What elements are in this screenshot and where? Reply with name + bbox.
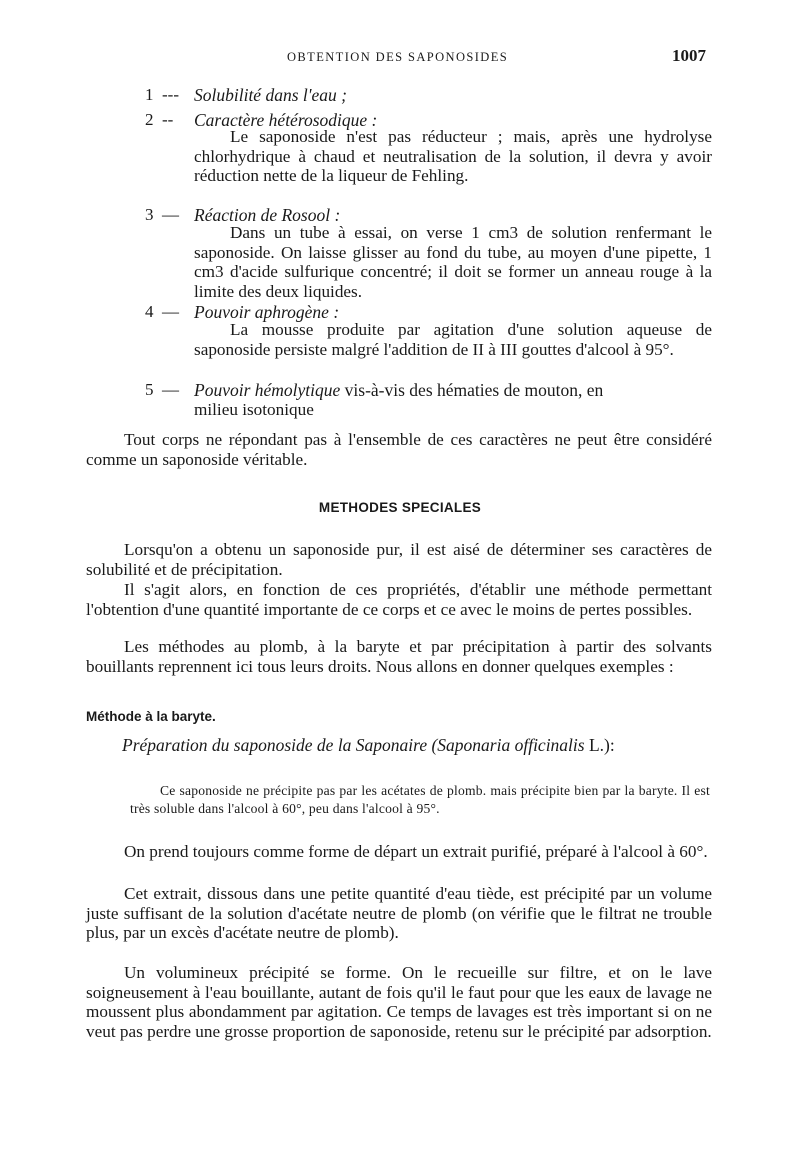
- criterion-dash: —: [162, 380, 179, 399]
- preparation-heading: [86, 735, 712, 755]
- criterion-number: 5: [145, 380, 154, 399]
- method-heading: Méthode à la baryte.: [86, 709, 216, 724]
- criterion-dash: —: [162, 205, 179, 224]
- criterion-body: milieu isotonique: [194, 400, 314, 419]
- method-paragraph-3: Un volumineux précipité se forme. On le recueille sur filtre, et on le lave soigneusement à l'eau bouillante, autant de fois qu'il le faut pour que les eaux de lavage ne moussent plus abondamment par agitation. Ce temps de lavages est très important si on ne veut pas perdre une grosse proportion de saponoside, retenu sur le précipité par adsorption.: [86, 963, 712, 1041]
- criterion-body: Le saponoside n'est pas réducteur ; mais, après une hydrolyse chlorhydrique à chaud et neutralisation de la solution, il devra y avoir réduction nette de la liqueur de Fehling.: [194, 127, 712, 185]
- criterion-title: Solubilité dans l'eau ;: [194, 85, 347, 105]
- section-heading: METHODES SPECIALES: [318, 500, 482, 515]
- page-number: 1007: [672, 46, 706, 65]
- criterion-title: Réaction de Rosool :: [194, 205, 341, 225]
- criterion-title-text: Pouvoir hémolytique: [194, 380, 341, 400]
- criterion-title-continuation: vis-à-vis des hématies de mouton, en: [340, 380, 604, 400]
- criterion-body: Dans un tube à essai, on verse 1 cm3 de solution renfermant le saponoside. On laisse glisser au fond du tube, au moyen d'une pipette, 1 cm3 d'acide sulfurique concentré; il doit se former un anneau rouge à la limite des deux liquides.: [194, 223, 712, 301]
- method-paragraph-1: On prend toujours comme forme de départ un extrait purifié, préparé à l'alcool à 60°.: [124, 842, 708, 861]
- criterion-title: [194, 380, 603, 401]
- section-paragraph-2: Il s'agit alors, en fonction de ces propriétés, d'établir une méthode permettant l'obtention d'une quantité importante de ce corps et ce avec le moins de pertes possibles.: [86, 580, 712, 619]
- running-title: OBTENTION DES SAPONOSIDES: [287, 50, 509, 64]
- criterion-body: La mousse produite par agitation d'une solution aqueuse de saponoside persiste malgré l'addition de II à III gouttes d'alcool à 95°.: [194, 320, 712, 359]
- method-paragraph-2: Cet extrait, dissous dans une petite quantité d'eau tiède, est précipité par un volume juste suffisant de la solution d'acétate neutre de plomb (on vérifie que le filtrat ne trouble plus, par un excès d'acétate neutre de plomb).: [86, 884, 712, 942]
- conclusion-paragraph: Tout corps ne répondant pas à l'ensemble de ces caractères ne peut être considéré comme un saponoside véritable.: [86, 430, 712, 469]
- criterion-number: 4: [145, 302, 154, 321]
- small-print-note: Ce saponoside ne précipite pas par les acétates de plomb. mais précipite bien par la baryte. Il est très soluble dans l'alcool à 60°, peu dans l'alcool à 95°.: [130, 783, 710, 816]
- criterion-number: 2: [145, 110, 154, 129]
- preparation-lead: Préparation du saponoside de la Saponaire (Saponaria officinalis: [122, 735, 585, 755]
- criterion-number: 1: [145, 85, 154, 104]
- criterion-number: 3: [145, 205, 154, 224]
- criterion-title: Caractère hétérosodique :: [194, 110, 378, 130]
- section-paragraph-3: Les méthodes au plomb, à la baryte et par précipitation à partir des solvants bouillants reprennent ici tous leurs droits. Nous allons en donner quelques exemples :: [86, 637, 712, 676]
- criterion-dash: —: [162, 302, 179, 321]
- section-paragraph-1: Lorsqu'on a obtenu un saponoside pur, il est aisé de déterminer ses caractères de solubilité et de précipitation.: [86, 540, 712, 579]
- criterion-title: Pouvoir aphrogène :: [194, 302, 340, 322]
- criterion-dash: --: [162, 110, 174, 129]
- criterion-dash: ---: [162, 85, 179, 104]
- preparation-tail: L.):: [584, 735, 615, 755]
